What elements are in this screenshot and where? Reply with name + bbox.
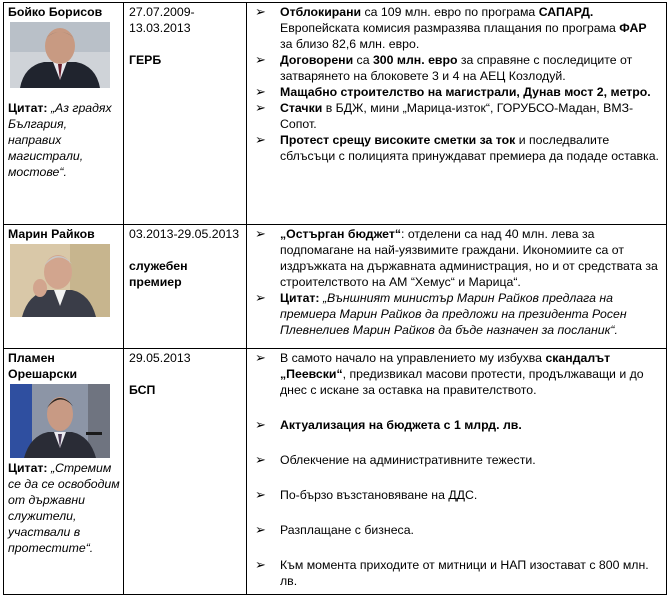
item-text: за близо 82,6 млн. евро.	[280, 37, 420, 51]
portrait-photo	[10, 384, 110, 458]
arrow-bullet-icon: ➢	[255, 417, 266, 432]
item-text: Отблокирани	[280, 5, 362, 19]
arrow-bullet-icon: ➢	[255, 4, 266, 19]
arrow-bullet-icon: ➢	[255, 52, 266, 67]
events-list	[253, 350, 660, 589]
person-name: Марин Райков	[8, 227, 95, 241]
person-cell	[4, 3, 124, 225]
arrow-bullet-icon: ➢	[255, 290, 266, 305]
list-item	[253, 452, 660, 468]
item-text: Европейската комисия размразява плащания по програма	[280, 21, 620, 35]
person-name: Бойко Борисов	[8, 5, 103, 19]
arrow-bullet-icon: ➢	[255, 84, 266, 99]
item-text: за справяне с последиците от затварянето на блоковете 3 и 4 на АЕЦ Козлодуй.	[280, 53, 633, 83]
arrow-bullet-icon: ➢	[255, 132, 266, 147]
term-cell	[124, 349, 247, 595]
item-text: ФАР	[619, 21, 647, 35]
list-item	[253, 226, 660, 290]
arrow-bullet-icon: ➢	[255, 100, 266, 115]
item-text: Протест срещу високите сметки за ток	[280, 133, 516, 147]
term-dates: 27.07.2009-13.03.2013	[129, 5, 195, 35]
portrait-photo	[10, 244, 110, 317]
portrait-photo	[10, 22, 110, 88]
party-label: служебен премиер	[129, 259, 188, 289]
quote-label: Цитат:	[8, 101, 48, 115]
arrow-bullet-icon: ➢	[255, 557, 266, 572]
list-item	[253, 417, 660, 433]
list-item	[253, 132, 660, 164]
item-text: , предизвикал масови протести, продължаващи и до днес с искане за оставка на правителството.	[280, 367, 644, 397]
party-label: БСП	[129, 383, 156, 397]
events-cell	[247, 3, 667, 225]
list-item	[253, 290, 660, 338]
person-cell	[4, 349, 124, 595]
item-text: Цитат:	[280, 291, 320, 305]
list-item	[253, 350, 660, 398]
item-text: са	[353, 53, 373, 67]
quote-label: Цитат:	[8, 461, 48, 475]
item-text: Стачки	[280, 101, 323, 115]
arrow-bullet-icon: ➢	[255, 452, 266, 467]
item-text: : отделени са над 40 млн. лева за подпомагане на най-уязвимите граждани. Икономиите са от издръжката на държавната администрация, но и от средствата за строителството на АМ “Хемус“ и Марица“.	[280, 227, 658, 289]
list-item	[253, 52, 660, 84]
comparison-table	[3, 2, 667, 595]
item-text: Разплащане с бизнеса.	[280, 523, 414, 537]
term-cell	[124, 225, 247, 349]
quote-text: „Аз градях България, направих магистрали, мостове“.	[8, 101, 112, 179]
person-name: Пламен Орешарски	[8, 351, 78, 381]
list-item	[253, 557, 660, 589]
table-row	[4, 225, 667, 349]
item-text: са 109 млн. евро по програма	[361, 5, 539, 19]
item-text: В самото начало на управлението му избухва	[280, 351, 546, 365]
item-text: САПАРД.	[538, 5, 594, 19]
party-label: ГЕРБ	[129, 53, 162, 67]
list-item	[253, 4, 660, 52]
list-item	[253, 84, 660, 100]
item-text: Облекчение на административните тежести.	[280, 453, 536, 467]
term-cell	[124, 3, 247, 225]
arrow-bullet-icon: ➢	[255, 350, 266, 365]
list-item	[253, 522, 660, 538]
item-text: По-бързо възстановяване на ДДС.	[280, 488, 478, 502]
item-text: „Остърган бюджет“	[280, 227, 401, 241]
item-text: и последвалите сблъсъци с полицията принуждават премиера да подаде оставка.	[280, 133, 659, 163]
item-text: Към момента приходите от митници и НАП изостават с 800 млн. лв.	[280, 558, 649, 588]
item-text: „Външният министър Марин Райков предлага на премиера Марин Райков да предложи на президента Росен Плевнелиев Марин Райков да бъде назначен за посланик“.	[280, 291, 627, 337]
arrow-bullet-icon: ➢	[255, 522, 266, 537]
list-item	[253, 100, 660, 132]
item-text: 300 млн. евро	[372, 53, 458, 67]
list-item	[253, 487, 660, 503]
item-text: скандалът „Пеевски“	[280, 351, 611, 381]
item-text: Актуализация на бюджета с 1 млрд. лв.	[280, 418, 522, 432]
events-cell	[247, 225, 667, 349]
table-row	[4, 349, 667, 595]
table-row	[4, 3, 667, 225]
arrow-bullet-icon: ➢	[255, 226, 266, 241]
term-dates: 03.2013-29.05.2013	[129, 227, 240, 241]
events-list	[253, 4, 660, 164]
events-list	[253, 226, 660, 338]
person-cell	[4, 225, 124, 349]
arrow-bullet-icon: ➢	[255, 487, 266, 502]
events-cell	[247, 349, 667, 595]
item-text: Договорени	[280, 53, 354, 67]
item-text: в БДЖ, мини „Марица-изток“, ГОРУБСО-Мадан, ВМЗ-Сопот.	[280, 101, 634, 131]
quote-text: „Стремим се да се освободим от държавни служители, участвали в протестите“.	[8, 461, 120, 555]
term-dates: 29.05.2013	[129, 351, 191, 365]
item-text: Мащабно строителство на магистрали, Дунав мост 2, метро.	[280, 85, 651, 99]
